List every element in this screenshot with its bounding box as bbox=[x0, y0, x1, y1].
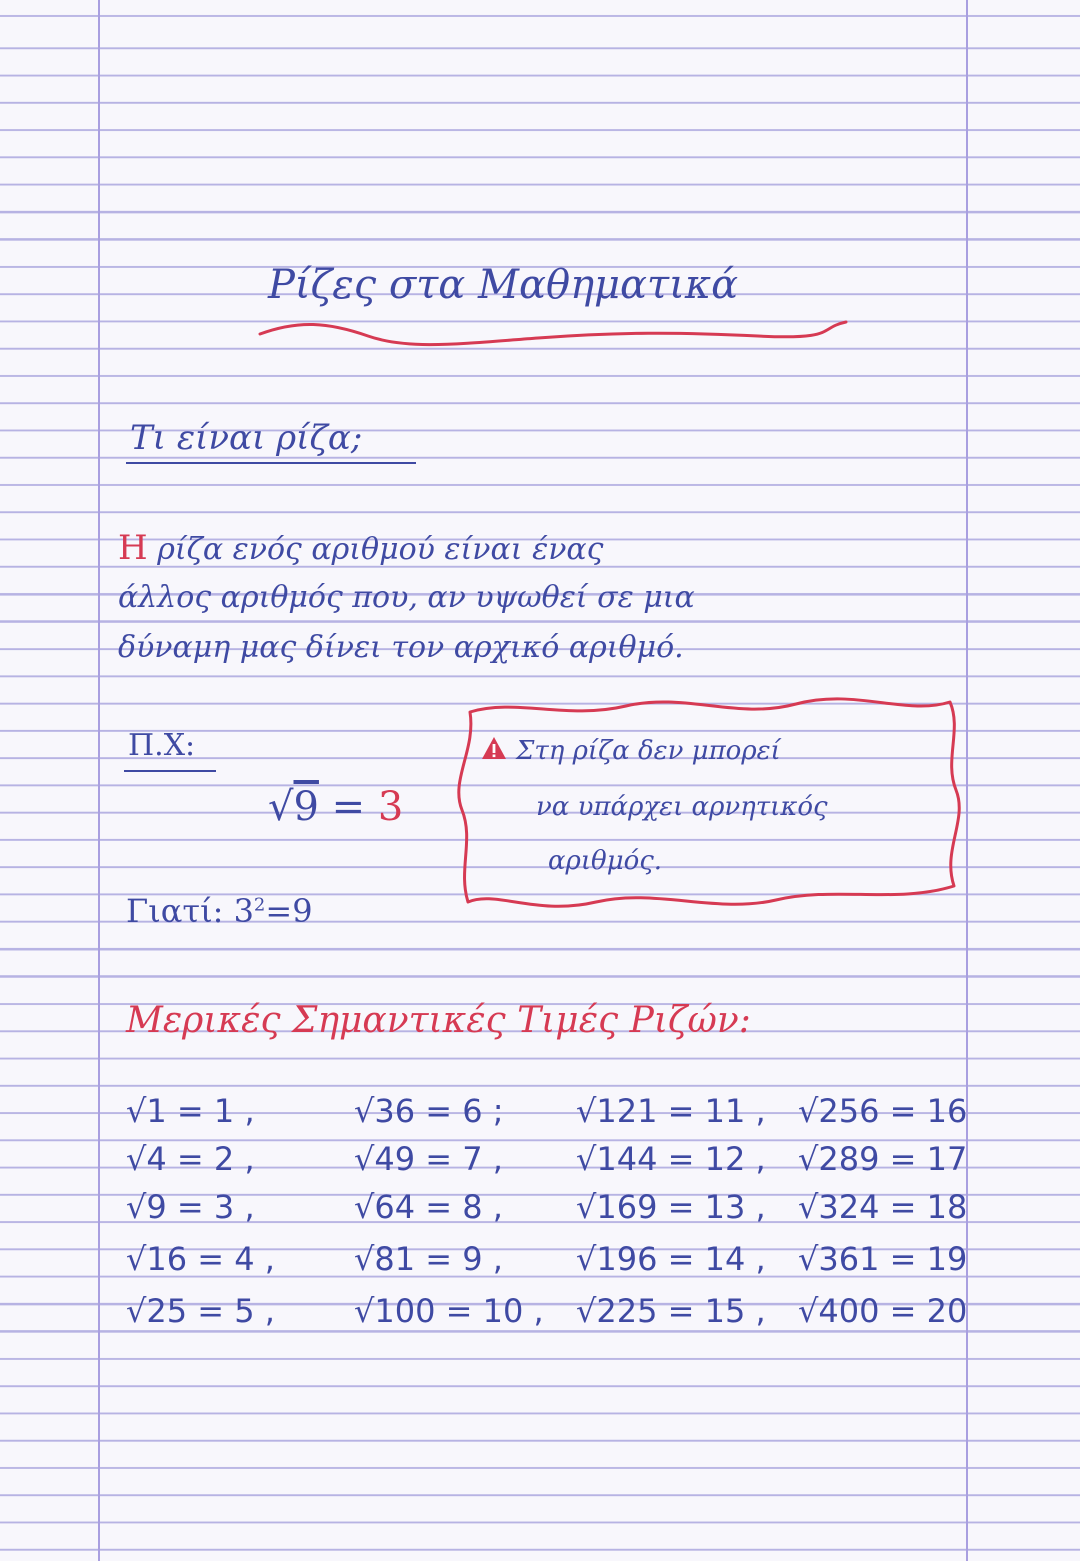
root-value: √9 = 3 , bbox=[126, 1188, 255, 1226]
root-value: √49 = 7 , bbox=[354, 1140, 503, 1178]
root-value: √121 = 11 , bbox=[576, 1092, 766, 1130]
definition-line-1 bbox=[118, 528, 604, 568]
root-value: √400 = 20 bbox=[798, 1292, 968, 1330]
warning-icon bbox=[480, 734, 508, 762]
roots-row bbox=[126, 1240, 976, 1280]
root-value: √1 = 1 , bbox=[126, 1092, 255, 1130]
page-title: Ρίζες στα Μαθηματικά bbox=[268, 262, 739, 308]
example-result: 3 bbox=[377, 784, 404, 830]
example-root-equation bbox=[268, 784, 403, 830]
definition-first-letter: Η bbox=[118, 528, 148, 568]
example-label: Π.Χ: bbox=[128, 728, 196, 763]
root-value: √64 = 8 , bbox=[354, 1188, 503, 1226]
note-line-1: Στη ρίζα δεν μπορεί bbox=[516, 736, 781, 766]
example-reason bbox=[126, 892, 313, 930]
definition-line-2: άλλος αριθμός που, αν υψωθεί σε μια bbox=[118, 580, 695, 615]
root-value: √225 = 15 , bbox=[576, 1292, 766, 1330]
root-value: √25 = 5 , bbox=[126, 1292, 275, 1330]
root-value: √169 = 13 , bbox=[576, 1188, 766, 1226]
root-value: √36 = 6 ; bbox=[354, 1092, 504, 1130]
reason-base: 3 bbox=[233, 892, 254, 930]
example-radicand: 9 bbox=[293, 784, 319, 830]
root-value: √361 = 19 bbox=[798, 1240, 968, 1278]
example-equals: = bbox=[318, 784, 378, 830]
question-heading: Τι είναι ρίζα; bbox=[130, 418, 363, 458]
example-underline bbox=[124, 770, 216, 772]
reason-exponent: 2 bbox=[253, 894, 266, 916]
title-wavy-underline bbox=[258, 318, 848, 348]
root-value: √144 = 12 , bbox=[576, 1140, 766, 1178]
root-value: √289 = 17 bbox=[798, 1140, 968, 1178]
roots-row bbox=[126, 1092, 976, 1132]
important-values-heading: Μερικές Σημαντικές Τιμές Ριζών: bbox=[126, 1000, 751, 1041]
left-margin-line bbox=[98, 0, 100, 1561]
definition-line-3: δύναμη μας δίνει τον αρχικό αριθμό. bbox=[118, 630, 684, 665]
root-value: √81 = 9 , bbox=[354, 1240, 503, 1278]
root-value: √16 = 4 , bbox=[126, 1240, 275, 1278]
roots-row bbox=[126, 1188, 976, 1228]
root-value: √256 = 16 bbox=[798, 1092, 968, 1130]
definition-line-1-text: ρίζα ενός αριθμού είναι ένας bbox=[147, 532, 604, 567]
root-sign: √ bbox=[268, 784, 294, 830]
root-value: √4 = 2 , bbox=[126, 1140, 255, 1178]
roots-row bbox=[126, 1292, 976, 1332]
root-value: √324 = 18 bbox=[798, 1188, 968, 1226]
root-value: √196 = 14 , bbox=[576, 1240, 766, 1278]
reason-result: =9 bbox=[265, 892, 313, 930]
note-line-2: να υπάρχει αρνητικός bbox=[536, 792, 828, 822]
reason-label: Γιατί: bbox=[126, 892, 234, 930]
note-line-3: αριθμός. bbox=[548, 846, 663, 876]
root-value: √100 = 10 , bbox=[354, 1292, 544, 1330]
roots-row bbox=[126, 1140, 976, 1180]
question-underline bbox=[126, 462, 416, 464]
